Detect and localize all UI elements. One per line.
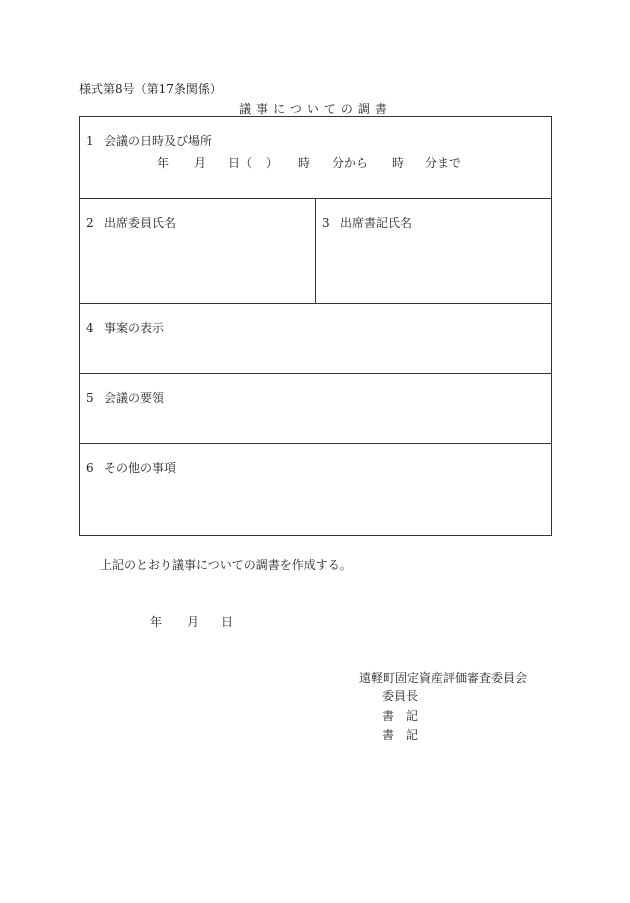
row-number: 6 <box>86 461 94 475</box>
document-title: 議事についての調書 <box>239 102 392 116</box>
row-title: 事案の表示 <box>104 321 165 335</box>
row-attendees <box>80 199 551 304</box>
row-title: 会議の要領 <box>104 391 165 405</box>
form-number: 様式第8号（第17条関係） <box>79 82 222 96</box>
datetime-line <box>80 154 551 170</box>
row-title: その他の事項 <box>104 461 177 475</box>
start-minute-field[interactable]: 分から <box>332 156 369 170</box>
row-meeting-datetime-place <box>80 117 551 199</box>
secretary-signature-line-1[interactable]: 書 記 <box>382 709 419 723</box>
row-case-description[interactable] <box>80 304 551 374</box>
row-label-attending-members <box>86 214 176 231</box>
row-label-meeting-datetime <box>86 132 212 149</box>
row-number: 2 <box>86 216 94 230</box>
row-label-attending-secretaries <box>322 214 412 231</box>
year-field[interactable]: 年 <box>157 156 170 170</box>
secretary-signature-line-2[interactable]: 書 記 <box>382 728 419 742</box>
cell-attending-members[interactable] <box>80 199 316 303</box>
row-other-matters[interactable] <box>80 444 551 535</box>
record-form-table <box>79 116 552 536</box>
signing-date <box>0 613 300 629</box>
row-label-other-matters <box>86 459 176 476</box>
end-minute-field[interactable]: 分まで <box>425 156 462 170</box>
committee-name: 遠軽町固定資産評価審査委員会 <box>359 671 528 685</box>
row-number: 4 <box>86 321 94 335</box>
row-label-meeting-summary <box>86 389 164 406</box>
start-hour-field[interactable]: 時 <box>298 156 311 170</box>
signing-day-field[interactable]: 日 <box>221 615 234 629</box>
row-meeting-summary[interactable] <box>80 374 551 444</box>
row-number: 1 <box>86 134 94 148</box>
chair-signature-line[interactable]: 委員長 <box>382 689 419 703</box>
day-field[interactable]: 日（ <box>228 156 253 170</box>
signing-month-field[interactable]: 月 <box>187 615 200 629</box>
end-hour-field[interactable]: 時 <box>392 156 405 170</box>
signing-year-field[interactable]: 年 <box>150 615 163 629</box>
row-number: 5 <box>86 391 94 405</box>
weekday-close: ） <box>266 156 279 170</box>
closing-statement: 上記のとおり議事についての調書を作成する。 <box>100 558 352 572</box>
month-field[interactable]: 月 <box>194 156 207 170</box>
row-title: 出席委員氏名 <box>104 216 177 230</box>
row-label-case-description <box>86 319 164 336</box>
row-title: 会議の日時及び場所 <box>104 134 213 148</box>
row-number: 3 <box>322 216 330 230</box>
row-title: 出席書記氏名 <box>340 216 413 230</box>
cell-attending-secretaries[interactable] <box>316 199 551 303</box>
